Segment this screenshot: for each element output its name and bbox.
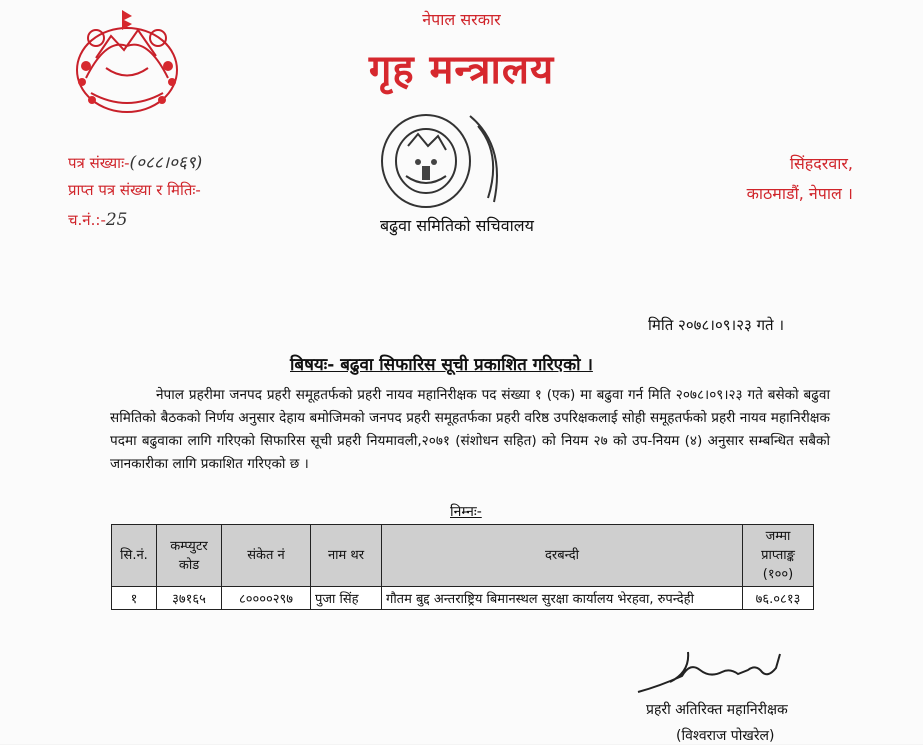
- ministry-title: गृह मन्त्रालय: [368, 47, 555, 93]
- cell-sn: १: [112, 587, 157, 610]
- received-letter: [68, 180, 201, 200]
- office-stamp-icon: [378, 106, 518, 216]
- signatory-name: (विश्वराज पोखरेल): [676, 728, 775, 744]
- letter-body: नेपाल प्रहरीमा जनपद प्रहरी समूहतर्फको प्रहरी नायव महानिरीक्षक पद संख्या १ (एक) मा बढुवा गर्न मिति २०७८।०९।२३ गते बसेको बढुवा समितिको बैठकको निर्णय अनुसार देहाय बमोजिमको जनपद प्रहरी समूहतर्फका प्रहरी वरिष्ठ उपरिक्षकलाई सोही समूहतर्फको प्रहरी नायव महानिरीक्षक पदमा बढुवाका लागि गरिएको सिफारिस सूची प्रहरी नियमावली,२०७१ (संशोधन सहित) को नियम २७ को उप-नियम (४) अनुसार सम्बन्धित सबैको जानकारीका लागि प्रकाशित गरिएको छ ।: [110, 387, 830, 472]
- address-line-1: सिंहदरवार,: [789, 154, 853, 173]
- letter-number-label: पत्र संख्याः-: [68, 154, 130, 172]
- below-label: निम्नः-: [450, 504, 482, 520]
- table-row: [112, 587, 814, 610]
- dispatch-number-label: च.नं.:-: [68, 211, 106, 229]
- header-computer-code: कम्प्युटर कोड: [157, 525, 222, 587]
- table-header-row: [112, 525, 814, 587]
- recommendation-table: [111, 524, 814, 610]
- header-post: दरबन्दी: [382, 525, 743, 587]
- dispatch-number: [68, 210, 128, 230]
- header-name: नाम थर: [311, 525, 382, 587]
- letter-date: मिति २०७८।०९।२३ गते ।: [648, 316, 785, 334]
- header-sn: सि.नं.: [112, 525, 157, 587]
- header-total-marks: जम्मा प्राप्ताङ्क (१००): [743, 525, 814, 587]
- committee-secretariat: बढुवा समितिको सचिवालय: [380, 216, 534, 235]
- cell-name: पुजा सिंह: [311, 587, 382, 610]
- cell-post: गौतम बुद्द अन्तराष्ट्रिय बिमानस्थल सुरक्षा कार्यालय भेरहवा, रुपन्देही: [382, 587, 743, 610]
- received-letter-label: प्राप्त पत्र संख्या र मितिः-: [68, 181, 201, 199]
- signatory-title: प्रहरी अतिरिक्त महानिरीक्षक: [646, 702, 788, 718]
- cell-symbol-number: ८००००२९७: [222, 587, 311, 610]
- dispatch-number-value: 25: [105, 210, 128, 230]
- letter-number: [68, 150, 202, 173]
- cell-total-marks: ७६.०८१३: [743, 587, 814, 610]
- signature-icon: [630, 642, 800, 702]
- header-symbol-number: संकेत नं: [222, 525, 311, 587]
- letter-subject: बिषयः- बढुवा सिफारिस सूची प्रकाशित गरिएको ।: [290, 355, 593, 375]
- letter-number-value: (०८८।०६९): [129, 153, 203, 173]
- government-title: नेपाल सरकार: [422, 10, 501, 29]
- cell-computer-code: ३७१६५: [157, 587, 222, 610]
- address-line-2: काठमाडौं, नेपाल ।: [746, 184, 853, 203]
